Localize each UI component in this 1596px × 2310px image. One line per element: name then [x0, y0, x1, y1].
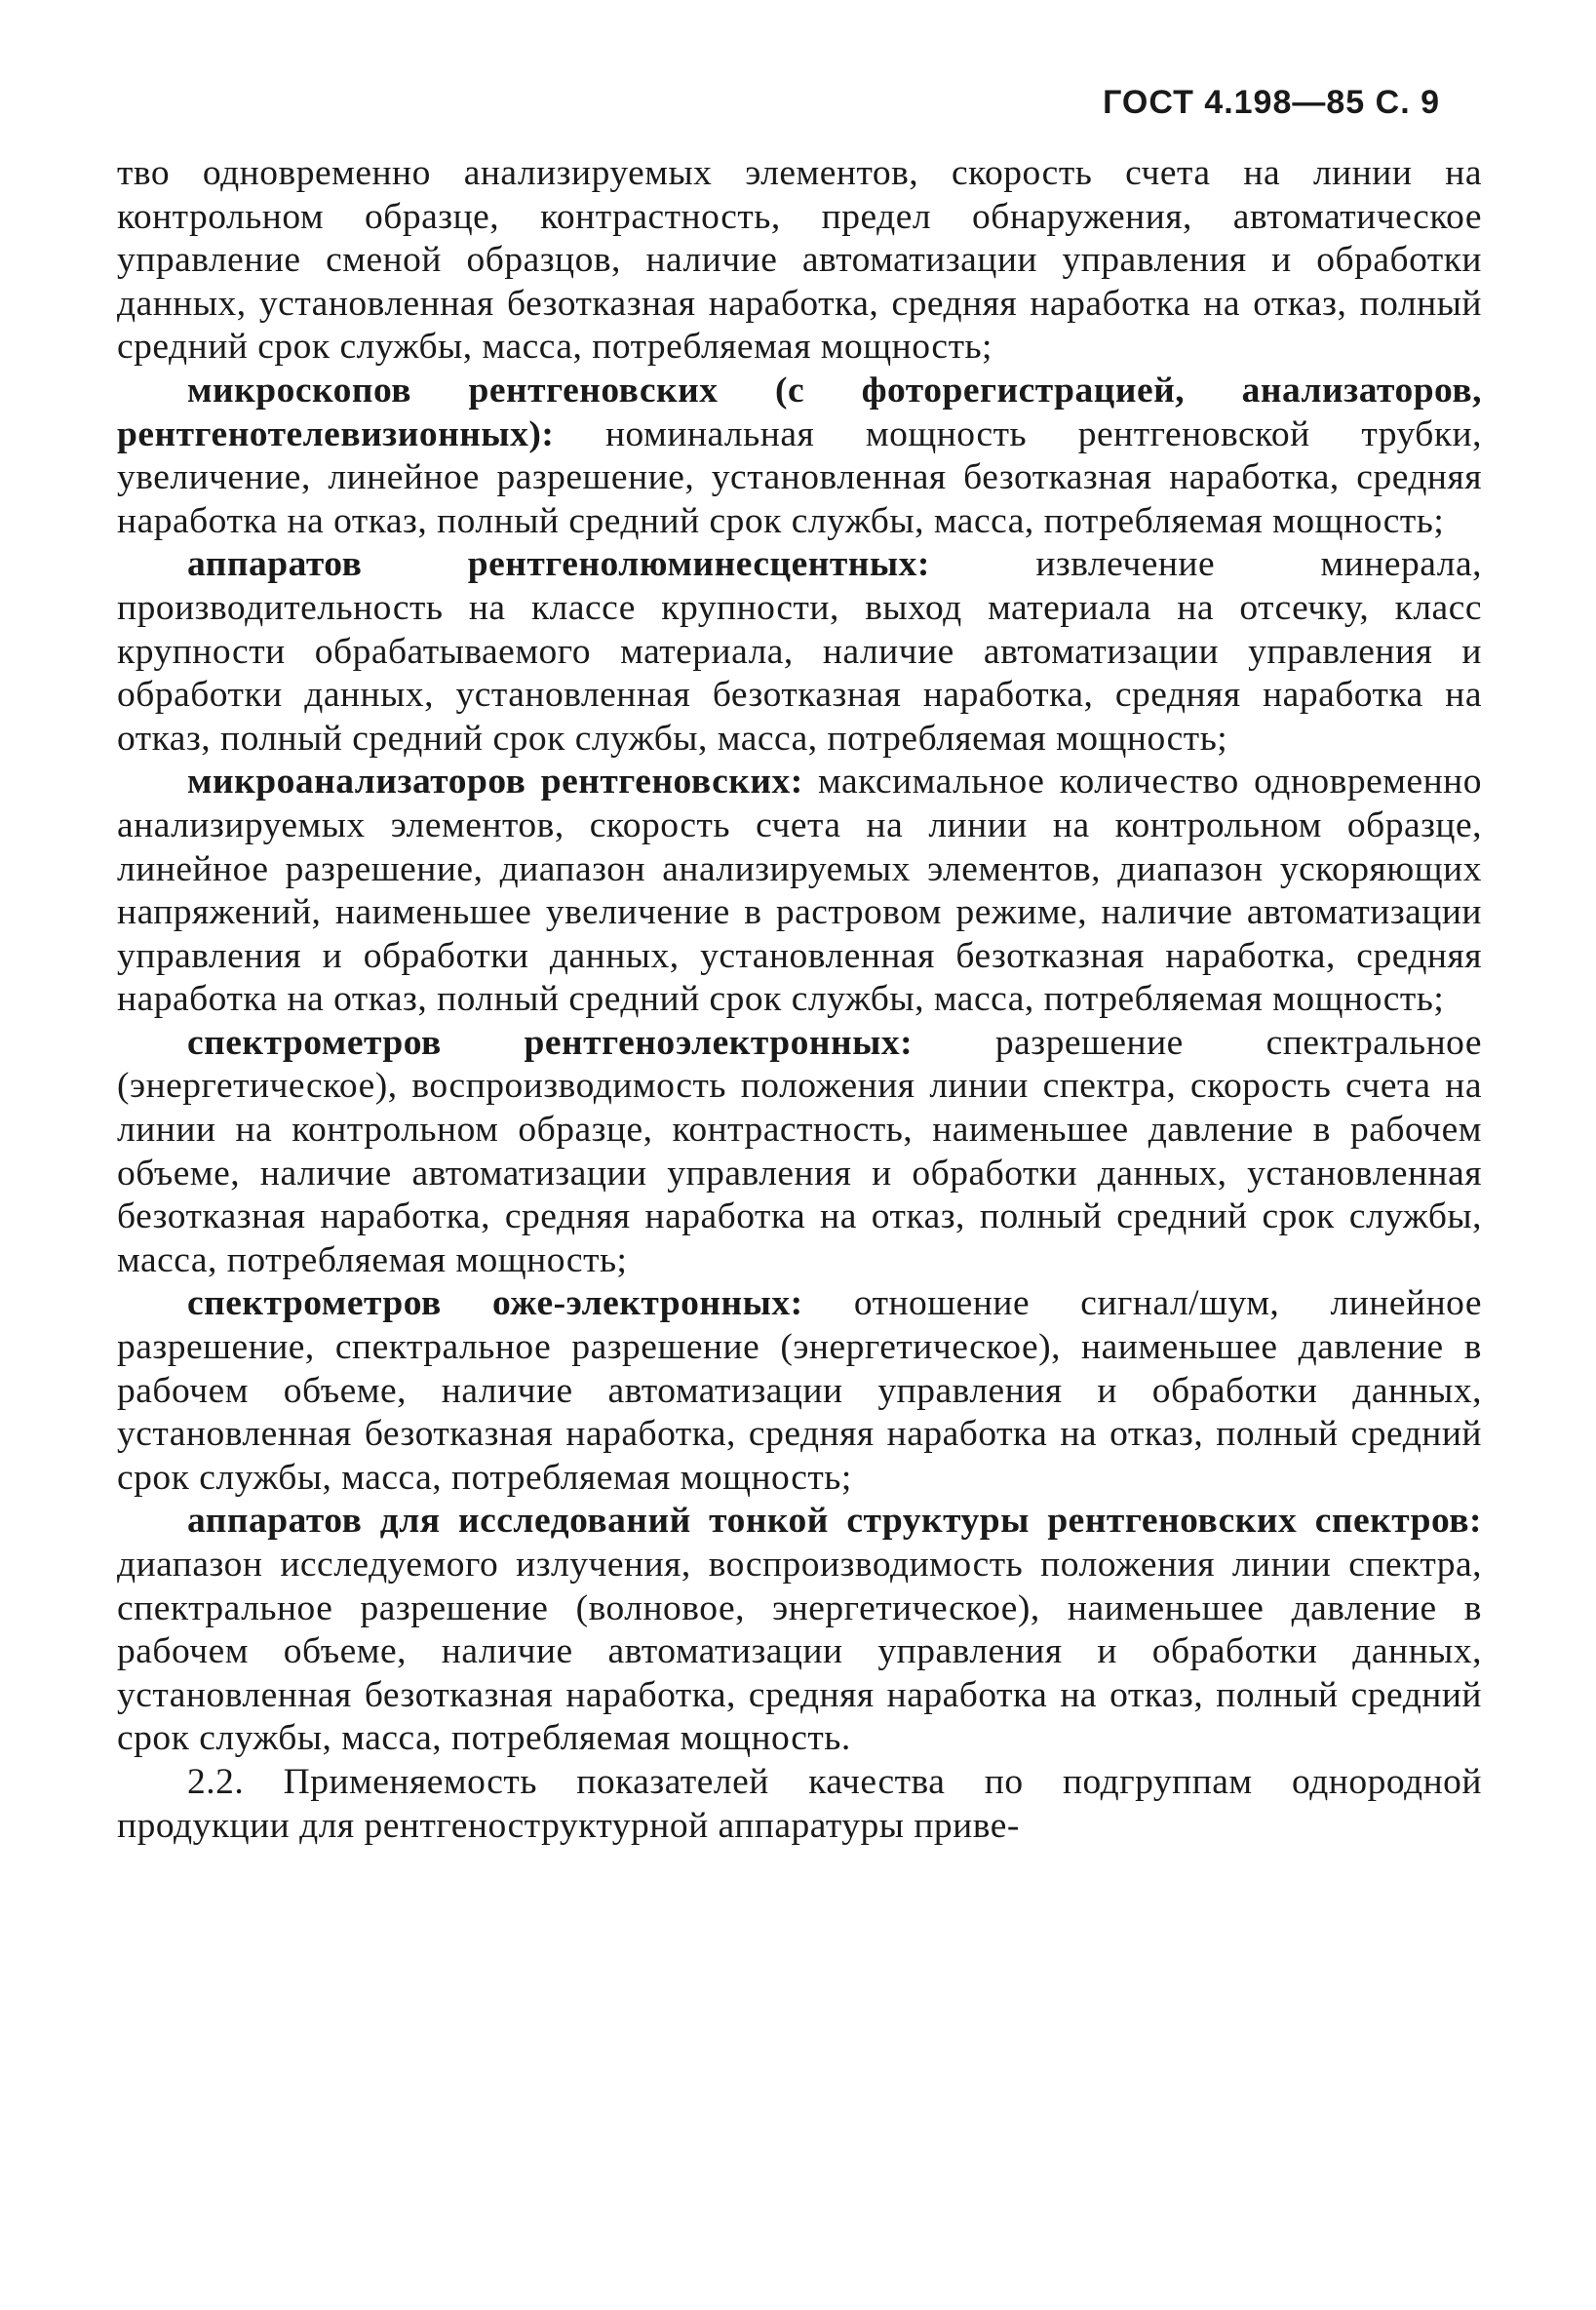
paragraph-term: спектрометров оже-электронных:	[187, 1283, 803, 1324]
paragraph-x-ray-electron-spectrometers	[117, 1022, 1482, 1283]
paragraph-term: спектрометров рентгеноэлектронных:	[187, 1022, 914, 1063]
paragraph-text: максимальное количество одновременно анализируемых элементов, скорость счета на линии на контрольном образце, линейное разрешение, диапазон анализируемых элементов, диапазон ускоряющих напряжений, наименьшее увеличение в растровом режиме, наличие автоматизации управления и обработки данных, установленная безотказная наработка, средняя наработка на отказ, полный средний срок службы, масса, потребляемая мощность;	[117, 762, 1482, 1020]
paragraph-continuation	[117, 152, 1482, 370]
paragraph-fine-structure-apparatus	[117, 1500, 1482, 1761]
paragraph-term: микроскопов рентгеновских (с фоторегистрацией, анализаторов, рентгенотелевизионных):	[117, 370, 1482, 454]
paragraph-text: тво одновременно анализируемых элементов, скорость счета на линии на контрольном образце, контрастность, предел обнаружения, автоматическое управление сменой образцов, наличие автоматизации управления и обработки данных, установленная безотказная наработка, средняя наработка на отказ, полный средний срок службы, масса, потребляемая мощность;	[117, 153, 1482, 368]
paragraph-text: 2.2. Применяемость показателей качества по подгруппам однородной продукции для рентгеноструктурной аппаратуры приве-	[117, 1761, 1482, 1846]
page-header-gost-number: ГОСТ 4.198—85 С. 9	[1103, 84, 1440, 121]
paragraph-text: извлечение минерала, производительность на классе крупности, выход материала на отсечку, класс крупности обрабатываемого материала, наличие автоматизации управления и обработки данных, установленная безотказная наработка, средняя наработка на отказ, полный средний срок службы, масса, потребляемая мощность;	[117, 544, 1482, 759]
paragraph-x-ray-luminescent-apparatus	[117, 543, 1482, 761]
paragraph-term: аппаратов рентгенолюминесцентных:	[187, 544, 930, 585]
paragraph-auger-electron-spectrometers	[117, 1282, 1482, 1500]
paragraph-term: аппаратов для исследований тонкой структуры рентгеновских спектров:	[187, 1501, 1482, 1542]
paragraph-text: отношение сигнал/шум, линейное разрешение, спектральное разрешение (энергетическое), наименьшее давление в рабочем объеме, наличие автоматизации управления и обработки данных, установленная безотказная наработка, средняя наработка на отказ, полный средний срок службы, масса, потребляемая мощность;	[117, 1283, 1482, 1498]
paragraph-x-ray-microanalyzers	[117, 761, 1482, 1022]
document-body	[117, 152, 1482, 1848]
paragraph-text: диапазон исследуемого излучения, воспроизводимость положения линии спектра, спектральное разрешение (волновое, энергетическое), наименьшее давление в рабочем объеме, наличие автоматизации управления и обработки данных, установленная безотказная наработка, средняя наработка на отказ, полный средний срок службы, масса, потребляемая мощность.	[117, 1545, 1482, 1759]
paragraph-term: микроанализаторов рентгеновских:	[187, 762, 803, 803]
paragraph-text: разрешение спектральное (энергетическое), воспроизводимость положения линии спектра, скорость счета на линии на контрольном образце, контрастность, наименьшее давление в рабочем объеме, наличие автоматизации управления и обработки данных, установленная безотказная наработка, средняя наработка на отказ, полный средний срок службы, масса, потребляемая мощность;	[117, 1022, 1482, 1280]
paragraph-text: номинальная мощность рентгеновской трубки, увеличение, линейное разрешение, установленная безотказная наработка, средняя наработка на отказ, полный средний срок службы, масса, потребляемая мощность;	[117, 413, 1482, 541]
paragraph-x-ray-microscopes	[117, 370, 1482, 543]
paragraph-section-2-2	[117, 1761, 1482, 1848]
